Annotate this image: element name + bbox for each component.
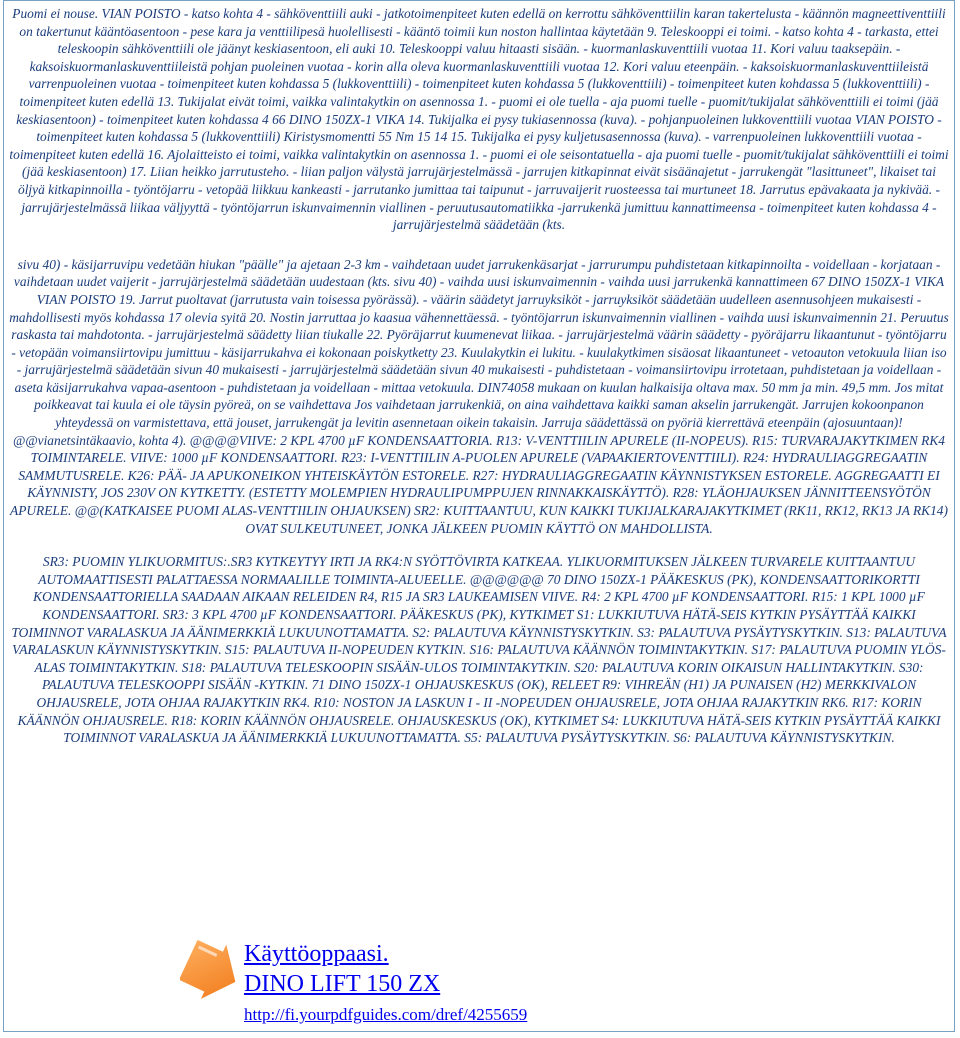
paragraph-switches: SR3: PUOMIN YLIKUORMITUS:.SR3 KYTKEYTYY IRTI JA RK4:N SYÖTTÖVIRTA KATKEAA. YLIKUORMITUKSEN JÄLKEEN TURVARELE KUITTAANTUU AUTOMAATTISESTI PALATTAESSA NORMAALILLE TOIMINTA-ALUEELLE. @@@@@@ 70 DINO 150ZX-1 PÄÄKESKUS (PK), KONDENSAATTORIKORTTI KONDENSAATTORIELLA SAADAAN AIKAAN RELEIDEN R4, R15 JA SR3 LAUKEAMISEN VIIVE. R4: 2 KPL 4700 µF KONDENSAATTORI. R15: 1 KPL 1000 µF KONDENSAATTORI. SR3: 3 KPL 4700 µF KONDENSAATTORI. PÄÄKESKUS (PK), KYTKIMET S1: LUKKIUTUVA HÄTÄ-SEIS KYTKIN PYSÄYTTÄÄ KAIKKI TOIMINNOT VARALASKUA JA ÄÄNIMERKKIÄ LUKUUNOTTAMATTA. S2: PALAUTUVA KÄYNNISTYSKYTKIN. S3: PALAUTUVA PYSÄYTYSKYTKIN. S13: PALAUTUVA VARALASKUN KÄYNNISTYSKYTKIN. S15: PALAUTUVA II-NOPEUDEN KYTKIN. S16: PALAUTUVA KÄÄNNÖN TOIMINTAKYTKIN. S17: PALAUTUVA PUOMIN YLÖS-ALAS TOIMINTAKYTKIN. S18: PALAUTUVA TELESKOOPIN SISÄÄN-ULOS TOIMINTAKYTKIN. S20: PALAUTUVA KORIN OIKAISUN HALLINTAKYTKIN. S30: PALAUTUVA TELESKOOPPI SISÄÄN -KYTKIN. 71 DINO 150ZX-1 OHJAUSKESKUS (OK), RELEET R9: VIHREÄN (H1) JA PUNAISEN (H2) MERKKIVALON OHJAUSRELE, JOTA OHJAA RAJAKYTKIN RK4. R10: NOSTON JA LASKUN I - II -NOPEUDEN OHJAUSRELE, JOTA OHJAA RAJAKYTKIN RK6. R17: KORIN KÄÄNNÖN OHJAUSRELE. R18: KORIN KÄÄNNÖN OHJAUSRELE. OHJAUSKESKUS (OK), KYTKIMET S4: LUKKIUTUVA HÄTÄ-SEIS KYTKIN PYSÄYTTÄÄ KAIKKI TOIMINNOT VARALASKUA JA ÄÄNIMERKKIÄ LUKUUNOTTAMATTA. S5: PALAUTUVA PYSÄYTYSKYTKIN. S6: PALAUTUVA KÄYNNISTYSKYTKIN. (11, 554, 947, 746)
manual-link[interactable]: Käyttöoppaasi. (244, 941, 389, 967)
paragraph-troubleshooting: Puomi ei nouse. VIAN POISTO - katso kohta 4 - sähköventtiili auki - jatkotoimenpiteet kuten edellä on kerrottu sähköventtiilin karan takertelusta - käännön magneettiventtiili on takertunut kääntöasentoon - pese kara ja venttiilipesä huolellisesti - kääntö toimii kun noston hallintaa käytetään 9. Teleskooppi ei toimi. - katso kohta 4 - tarkasta, ettei teleskoopin sähköventtiili ole jäänyt keskiasentoon, eli auki 10. Teleskooppi valuu hitaasti sisään. - kuormanlaskuventtiili vuotaa 11. Kori valuu taaksepäin. - kaksoiskuormanlaskuventtiileistä pohjan puoleinen vuotaa - korin alla oleva kuormanlaskuventtiili vuotaa 12. Kori valuu eteenpäin. - kaksoiskuormanlaskuventtiileistä varrenpuoleinen vuotaa - toimenpiteet kuten kohdassa 5 (lukkoventtiili) - toimenpiteet kuten kohdassa 5 (lukkoventtiili) - toimenpiteet kuten kohdassa 5 (lukkoventtiili) - toimenpiteet kuten edellä 13. Tukijalat eivät toimi, vaikka valintakytkin on asennossa 1. - puomi ei ole tuella - aja puomi tuelle - puomit/tukijalat sähköventtiili ei toimi (jää keskiasentoon) - toimenpiteet kuten kohdassa 4 66 DINO 150ZX-1 VIKA 14. Tukijalka ei pysy tukiasennossa (kuva). - pohjanpuoleinen lukkoventtiili vuotaa VIAN POISTO - toimenpiteet kuten kohdassa 5 (lukkoventtiili) Kiristysmomentti 55 Nm 15 14 15. Tukijalka ei pysy kuljetusasennossa (kuva). - varrenpuoleinen lukkoventtiili vuotaa - toimenpiteet kuten edellä 16. Ajolaitteisto ei toimi, vaikka valintakytkin on asennossa 1. - puomi ei ole seisontatuella - aja puomi tuelle - puomit/tukijalat sähköventtiili ei toimi (jää keskiasentoon) 17. Liian heikko jarrutusteho. - liian paljon välystä jarrujärjestelmässä - jarrujen kitkapinnat eivät sisäänajetut - jarrukengät "lasittuneet", likaiset tai öljyä kitkapinnoilla - työntöjarru - vetopää liikkuu kankeasti - jarrutanko jumittaa tai taipunut - jarruvaijerit ruosteessa tai murtuneet 18. Jarrutus epävakaata ja nykivää. - jarrujärjestelmässä liikaa väljyyttä - työntöjarrun iskunvaimennin viallinen - peruutusautomatiikka -jarrukenkä jumittuu kannattimeensa - toimenpiteet kuten kohdassa 4 - jarrujärjestelmä säädetään (kts. (9, 6, 949, 233)
footer-link-group (244, 940, 527, 1026)
pdf-arrow-icon (180, 940, 240, 1018)
url-link[interactable]: http://fi.yourpdfguides.com/dref/4255659 (244, 1005, 528, 1024)
product-link[interactable]: DINO LIFT 150 ZX (244, 971, 441, 997)
paragraph-brakes-and-relays: sivu 40) - käsijarruvipu vedetään hiukan "päälle" ja ajetaan 2-3 km - vaihdetaan uudet jarrukenkäsarjat - jarrurumpu puhdistetaan kitkapinnoilta - voidellaan - korjataan - vaihdetaan uudet vaijerit - jarrujärjestelmä säädetään uudestaan (kts. sivu 40) - vaihda uusi iskunvaimennin - vaihda uusi jarrukenkä kannattimeen 67 DINO 150ZX-1 VIKA VIAN POISTO 19. Jarrut puoltavat (jarrutusta vain toisessa pyörässä). - väärin säädetyt jarruyksiköt - jarruyksiköt säädetään uudelleen asennusohjeen mukaisesti - mahdollisesti myös kohdassa 17 olevia syitä 20. Nostin jarruttaa jo kaasua vähennettäessä. - työntöjarrun iskunvaimennin viallinen - vaihda uusi iskunvaimennin 21. Peruutus raskasta tai mahdotonta. - jarrujärjestelmä säädetty liian tiukalle 22. Pyöräjarrut kuumenevat liikaa. - jarrujärjestelmä väärin säädetty - pyöräjarru likaantunut - työntöjarru - vetopään voimansiirtovipu jumittuu - käsijarrukahva ei kokonaan poiskytketty 23. Kuulakytkin ei lukitu. - kuulakytkimen sisäosat likaantuneet - vetoauton vetokuula liian iso - jarrujärjestelmä säädetään sivun 40 mukaisesti - jarrujärjestelmä säädetään sivun 40 mukaisesti - puhdistetaan - voimansiirtovipu irrotetaan, puhdistetaan ja voidellaan - aseta käsijarrukahva vapaa-asentoon - puhdistetaan ja voidellaan - mittaa vetokuula. DIN74058 mukaan on kuulan halkaisija oltava max. 50 mm ja min. 49,5 mm. Jos mitat poikkeavat tai kuula ei ole täysin pyöreä, on se vaihdettava Jos vaihdetaan jarrukenkiä, on aina vaihdettava kaikki saman akselin jarrukengät. Jarrujen kokoonpanon yhteydessä on varmistettava, että jouset, jarrukengät ja levitin asennetaan oikein takaisin. Jarruja säädettässä on pyöriä kierrettävä eteenpäin (ajosuuntaan)! @@vianetsintäkaavio, kohta 4). @@@@VIIVE: 2 KPL 4700 µF KONDENSAATTORIA. R13: V-VENTTIILIN APURELE (II-NOPEUS). R15: TURVARAJAKYTKIMEN RK4 TOIMINTARELE. VIIVE: 1000 µF KONDENSAATTORI. R23: I-VENTTIILIN A-PUOLEN APURELE (VAPAAKIERTOVENTTIILI). R24: HYDRAULIAGGREGAATIN SAMMUTUSRELE. K26: PÄÄ- JA APUKONEIKON YHTEISKÄYTÖN ESTORELE. R27: HYDRAULIAGGREGAATIN KÄYNNISTYKSEN ESTORELE. AGGREGAATTI EI KÄYNNISTY, JOS 230V ON KYTKETTY. (ESTETTY MOLEMPIEN HYDRAULIPUMPPUJEN RINNAKKAISKÄYTTÖ). R28: YLÄOHJAUKSEN JÄNNITTEENSYÖTÖN APURELE. @@(KATKAISEE PUOMI ALAS-VENTTIILIN OHJAUKSEN) SR2: KUITTAANTUU, KUN KAIKKI TUKIJALKARAJAKYTKIMET (RK11, RK12, RK13 JA RK14) OVAT SULKEUTUNEET, JONKA JÄLKEEN PUOMIN KÄYTTÖ ON MAHDOLLISTA. (9, 256, 949, 536)
document-frame (3, 0, 955, 1032)
footer-links (180, 940, 920, 1030)
